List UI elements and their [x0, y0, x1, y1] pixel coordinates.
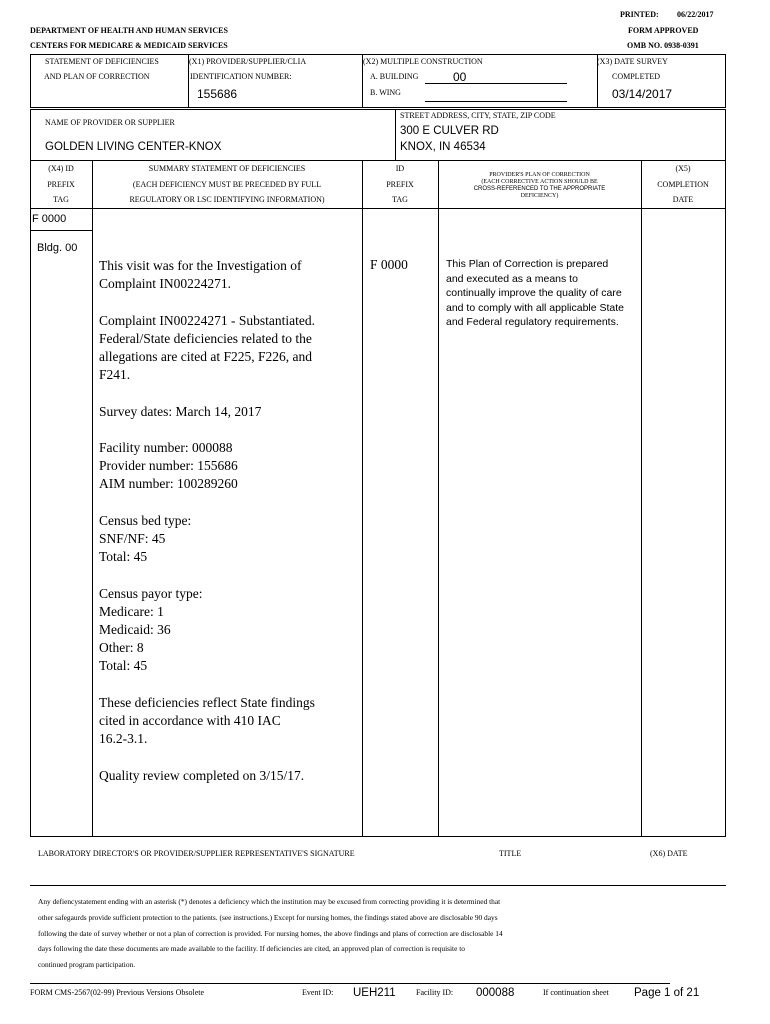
- building-value: 00: [453, 70, 467, 84]
- facility-id-label: Facility ID:: [416, 988, 454, 997]
- event-id-value: UEH211: [353, 987, 396, 999]
- form-number: FORM CMS-2567(02-99) Previous Versions Obsolete: [30, 988, 205, 997]
- summary-line: This visit was for the Investigation of: [99, 258, 302, 273]
- provider-id-number: 155686: [197, 87, 238, 101]
- summary-paragraph: [99, 439, 315, 494]
- x4-tag-label: TAG: [53, 195, 69, 204]
- disclaimer: [38, 894, 503, 973]
- plan-of-correction: This Plan of Correction is prepared and executed as a means to continually improve the quality of care and to comply with all applicable State and Federal regulatory requirements.: [446, 258, 625, 328]
- summary-paragraph: [99, 257, 315, 293]
- summary-line: Complaint IN00224271.: [99, 276, 231, 292]
- summary-line: Total: 45: [99, 658, 148, 674]
- survey-date-value: 03/14/2017: [612, 87, 673, 101]
- disclaimer-line: Any defiencystatement ending with an asterisk (*) denotes a deficiency which the institution may be excused from correcting providing it is determined that: [38, 897, 501, 906]
- disclaimer-line: other safegaurds provide sufficient protection to the patients. (see instructions.) Except for nursing homes, the findings stated above are disclosable 90 days: [38, 912, 498, 922]
- summary-line: SNF/NF: 45: [99, 530, 166, 546]
- x4-id-label: (X4) ID: [48, 164, 74, 173]
- summary-line: Facility number: 000088: [99, 439, 233, 455]
- poc-label-4: DEFICIENCY): [520, 193, 559, 199]
- summary-paragraph: [99, 512, 315, 567]
- summary-line: Medicaid: 36: [99, 621, 171, 637]
- summary-line: Federal/State deficiencies related to the: [99, 330, 312, 346]
- address-line-2: KNOX, IN 46534: [400, 141, 486, 153]
- x1-label: (X1) PROVIDER/SUPPLIER/CLIA: [189, 57, 307, 66]
- date-survey-label: (X3) DATE SURVEY: [597, 57, 668, 66]
- id-prefix-label: PREFIX: [386, 180, 414, 189]
- disclaimer-line: days following the date these documents are made available to the facility. If deficiencies are cited, an approved plan of correction is requisite to: [38, 944, 465, 954]
- id-label: ID: [395, 164, 405, 173]
- event-id-label: Event ID:: [302, 988, 334, 997]
- continuation-label: If continuation sheet: [543, 988, 609, 997]
- summary-paragraph: [99, 694, 315, 749]
- summary-line: These deficiencies reflect State findings: [99, 694, 315, 710]
- director-signature-label: LABORATORY DIRECTOR'S OR PROVIDER/SUPPLIER REPRESENTATIVE'S SIGNATURE: [38, 849, 355, 858]
- x6-date-label: (X6) DATE: [650, 849, 688, 858]
- omb-number: OMB NO. 0938-0391: [627, 41, 699, 50]
- summary-line: Census bed type:: [99, 512, 192, 528]
- summary-line: 16.2-3.1.: [99, 731, 148, 747]
- completed-label: COMPLETED: [612, 72, 660, 81]
- summary-line: Medicare: 1: [99, 603, 164, 619]
- tag-prefix: F 0000: [32, 213, 67, 225]
- summary-line: Survey dates: March 14, 2017: [99, 403, 262, 419]
- disclaimer-line: following the date of survey whether or not a plan of correction is provided. For nursing homes, the above findings and plans of correction are disclosable 14: [38, 928, 503, 938]
- id-prefix-tag: F 0000: [370, 257, 408, 272]
- summary-label-1: SUMMARY STATEMENT OF DEFICIENCIES: [148, 164, 306, 173]
- poc-label-2: (EACH CORRECTIVE ACTION SHOULD BE: [481, 179, 598, 185]
- printed-date: 06/22/2017: [677, 10, 714, 19]
- summary-label-3: REGULATORY OR LSC IDENTIFYING INFORMATION): [129, 195, 325, 204]
- completion-label: COMPLETION: [657, 180, 709, 189]
- summary-line: Provider number: 155686: [99, 458, 238, 474]
- provider-name-label: NAME OF PROVIDER OR SUPPLIER: [45, 118, 175, 127]
- summary-line: Other: 8: [99, 640, 144, 656]
- printed-label: PRINTED:: [620, 10, 659, 19]
- title-label: TITLE: [499, 849, 522, 858]
- identification-label: IDENTIFICATION NUMBER:: [190, 72, 292, 81]
- statement-label-2: AND PLAN OF CORRECTION: [44, 72, 150, 81]
- summary-line: F241.: [99, 367, 131, 383]
- x5-label: (X5): [675, 164, 691, 173]
- building-label: A. BUILDING: [370, 72, 419, 81]
- id-tag-label: TAG: [392, 195, 408, 204]
- summary-line: Total: 45: [99, 549, 148, 565]
- centers-name: CENTERS FOR MEDICARE & MEDICAID SERVICES: [30, 41, 228, 50]
- disclaimer-line: continued program participation.: [38, 960, 136, 970]
- poc-label-1: PROVIDER'S PLAN OF CORRECTION: [489, 172, 590, 178]
- summary-statement: [99, 257, 315, 803]
- summary-paragraph: [99, 312, 315, 385]
- statement-label-1: STATEMENT OF DEFICIENCIES: [45, 57, 159, 66]
- summary-line: Census payor type:: [99, 585, 203, 601]
- summary-line: Quality review completed on 3/15/17.: [99, 767, 305, 783]
- poc-label-3: CROSS-REFERENCED TO THE APPROPRIATE: [473, 186, 606, 192]
- form-approved: FORM APPROVED: [628, 26, 699, 35]
- building-tag: Bldg. 00: [37, 242, 78, 254]
- summary-line: allegations are cited at F225, F226, and: [99, 349, 312, 364]
- summary-line: Complaint IN00224271 - Substantiated.: [99, 312, 315, 328]
- x4-prefix-label: PREFIX: [47, 180, 75, 189]
- multiple-construction-label: (X2) MULTIPLE CONSTRUCTION: [363, 57, 483, 66]
- summary-line: cited in accordance with 410 IAC: [99, 712, 281, 728]
- summary-line: AIM number: 100289260: [99, 476, 238, 492]
- summary-label-2: (EACH DEFICIENCY MUST BE PRECEDED BY FULL: [132, 180, 322, 189]
- summary-paragraph: [99, 403, 315, 421]
- wing-label: B. WING: [370, 88, 401, 97]
- summary-paragraph: [99, 585, 315, 676]
- facility-id-value: 000088: [476, 987, 515, 999]
- page-number: Page 1 of 21: [634, 987, 700, 999]
- summary-paragraph: [99, 767, 315, 785]
- provider-name: GOLDEN LIVING CENTER-KNOX: [45, 141, 222, 153]
- department-name: DEPARTMENT OF HEALTH AND HUMAN SERVICES: [30, 26, 228, 35]
- address-label: STREET ADDRESS, CITY, STATE, ZIP CODE: [400, 111, 556, 120]
- address-line-1: 300 E CULVER RD: [400, 125, 499, 137]
- date-label: DATE: [672, 195, 694, 204]
